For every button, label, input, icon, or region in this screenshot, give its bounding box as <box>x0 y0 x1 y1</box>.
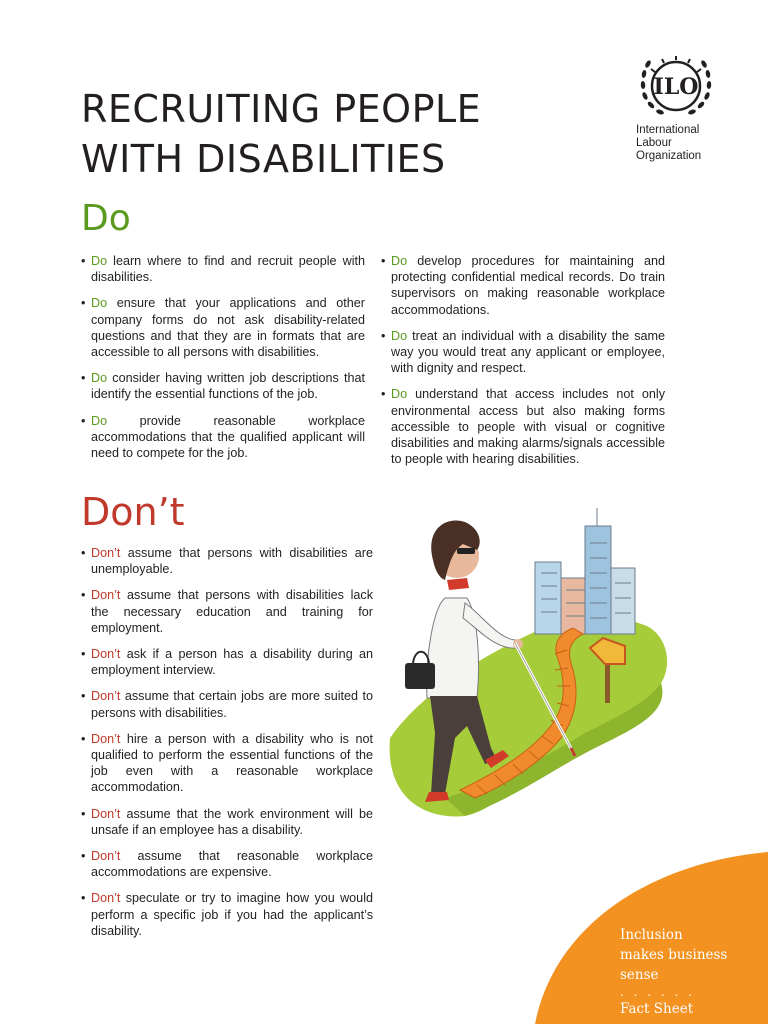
do-item-text: learn where to find and recruit people with disabilities. <box>91 254 365 285</box>
do-heading: Do <box>81 198 131 239</box>
do-item-text: understand that access includes not only environmental access but also making forms accessible to people with visual or cognitive disabilities and making alarms/signals accessible to people with hearing disabilities. <box>391 387 665 467</box>
do-list-right <box>381 253 665 477</box>
dont-item-text: assume that persons with disabilities are unemployable. <box>91 546 373 577</box>
page-title <box>81 84 561 184</box>
do-item <box>81 413 365 462</box>
dont-item <box>81 688 373 720</box>
dont-item <box>81 731 373 796</box>
do-keyword: Do <box>391 328 408 343</box>
dont-keyword: Don’t <box>91 588 121 603</box>
do-keyword: Do <box>91 413 108 428</box>
dont-item-text: assume that persons with disabilities lack the necessary education and training for employment. <box>91 588 373 635</box>
org-line-3: Organization <box>636 150 702 162</box>
do-keyword: Do <box>91 296 108 311</box>
dont-item-text: ask if a person has a disability during an employment interview. <box>91 647 373 678</box>
dont-list <box>81 545 373 949</box>
fact-sheet-badge <box>535 852 768 1024</box>
do-keyword: Do <box>391 387 408 402</box>
do-item-text: develop procedures for maintaining and protecting confidential medical records. Do train supervisors on making reasonable workplace accommodations. <box>391 254 665 317</box>
ilo-logo <box>636 50 726 163</box>
dont-item-text: assume that reasonable workplace accommodations are expensive. <box>91 849 373 880</box>
do-keyword: Do <box>391 254 408 268</box>
badge-line-2: makes business sense <box>620 947 728 983</box>
do-item <box>381 328 665 377</box>
do-list-left <box>81 253 365 471</box>
do-item-text: treat an individual with a disability the same way you would treat any applicant or employee, with dignity and respect. <box>391 328 665 376</box>
dont-item <box>81 545 373 577</box>
dont-item-text: assume that certain jobs are more suited to persons with disabilities. <box>91 689 373 720</box>
badge-line-1: Inclusion <box>620 927 683 943</box>
do-keyword: Do <box>91 371 108 386</box>
dont-item-text: hire a person with a disability who is not qualified to perform the essential functions of the job even with a reasonable workplace accommodation. <box>91 731 373 795</box>
do-item <box>381 253 665 318</box>
title-line-2: WITH DISABILITIES <box>81 137 446 181</box>
logo-emblem-text: ILO <box>653 74 699 100</box>
ilo-emblem-icon <box>636 50 716 120</box>
do-item <box>381 386 665 467</box>
dont-item <box>81 587 373 636</box>
dont-item <box>81 806 373 838</box>
do-item-text: consider having written job descriptions that identify the essential functions of the job. <box>91 371 365 402</box>
badge-line-3: Fact Sheet <box>620 1001 694 1017</box>
do-item <box>81 370 365 402</box>
dont-heading: Don’t <box>81 490 185 534</box>
dont-keyword: Don’t <box>91 546 121 560</box>
dont-keyword: Don’t <box>91 891 121 906</box>
do-item-text: ensure that your applications and other company forms do not ask disability-related questions and that they are in formats that are accessible to all persons with disabilities. <box>91 296 365 360</box>
dont-keyword: Don’t <box>91 689 121 704</box>
org-line-2: Labour <box>636 137 672 149</box>
dont-item <box>81 848 373 880</box>
dont-item-text: speculate or try to imagine how you would perform a specific job if you had the applicant’s disability. <box>91 891 373 938</box>
do-item <box>81 295 365 360</box>
organization-name <box>636 124 726 163</box>
title-line-1: RECRUITING PEOPLE <box>81 87 482 131</box>
do-item <box>81 253 365 285</box>
do-keyword: Do <box>91 254 108 268</box>
do-item-text: provide reasonable workplace accommodations that the qualified applicant will need to compete for the job. <box>91 413 365 461</box>
org-line-1: International <box>636 124 700 136</box>
dont-keyword: Don’t <box>91 647 121 662</box>
dont-keyword: Don’t <box>91 731 121 746</box>
city-buildings <box>535 508 635 634</box>
badge-text <box>620 925 768 1019</box>
dont-item <box>81 890 373 939</box>
dont-item <box>81 646 373 678</box>
badge-dots: . . . . . . <box>620 985 695 999</box>
dont-keyword: Don’t <box>91 806 121 821</box>
dont-keyword: Don’t <box>91 849 121 864</box>
dont-item-text: assume that the work environment will be unsafe if an employee has a disability. <box>91 806 373 837</box>
person-with-white-cane-illustration <box>385 498 675 828</box>
